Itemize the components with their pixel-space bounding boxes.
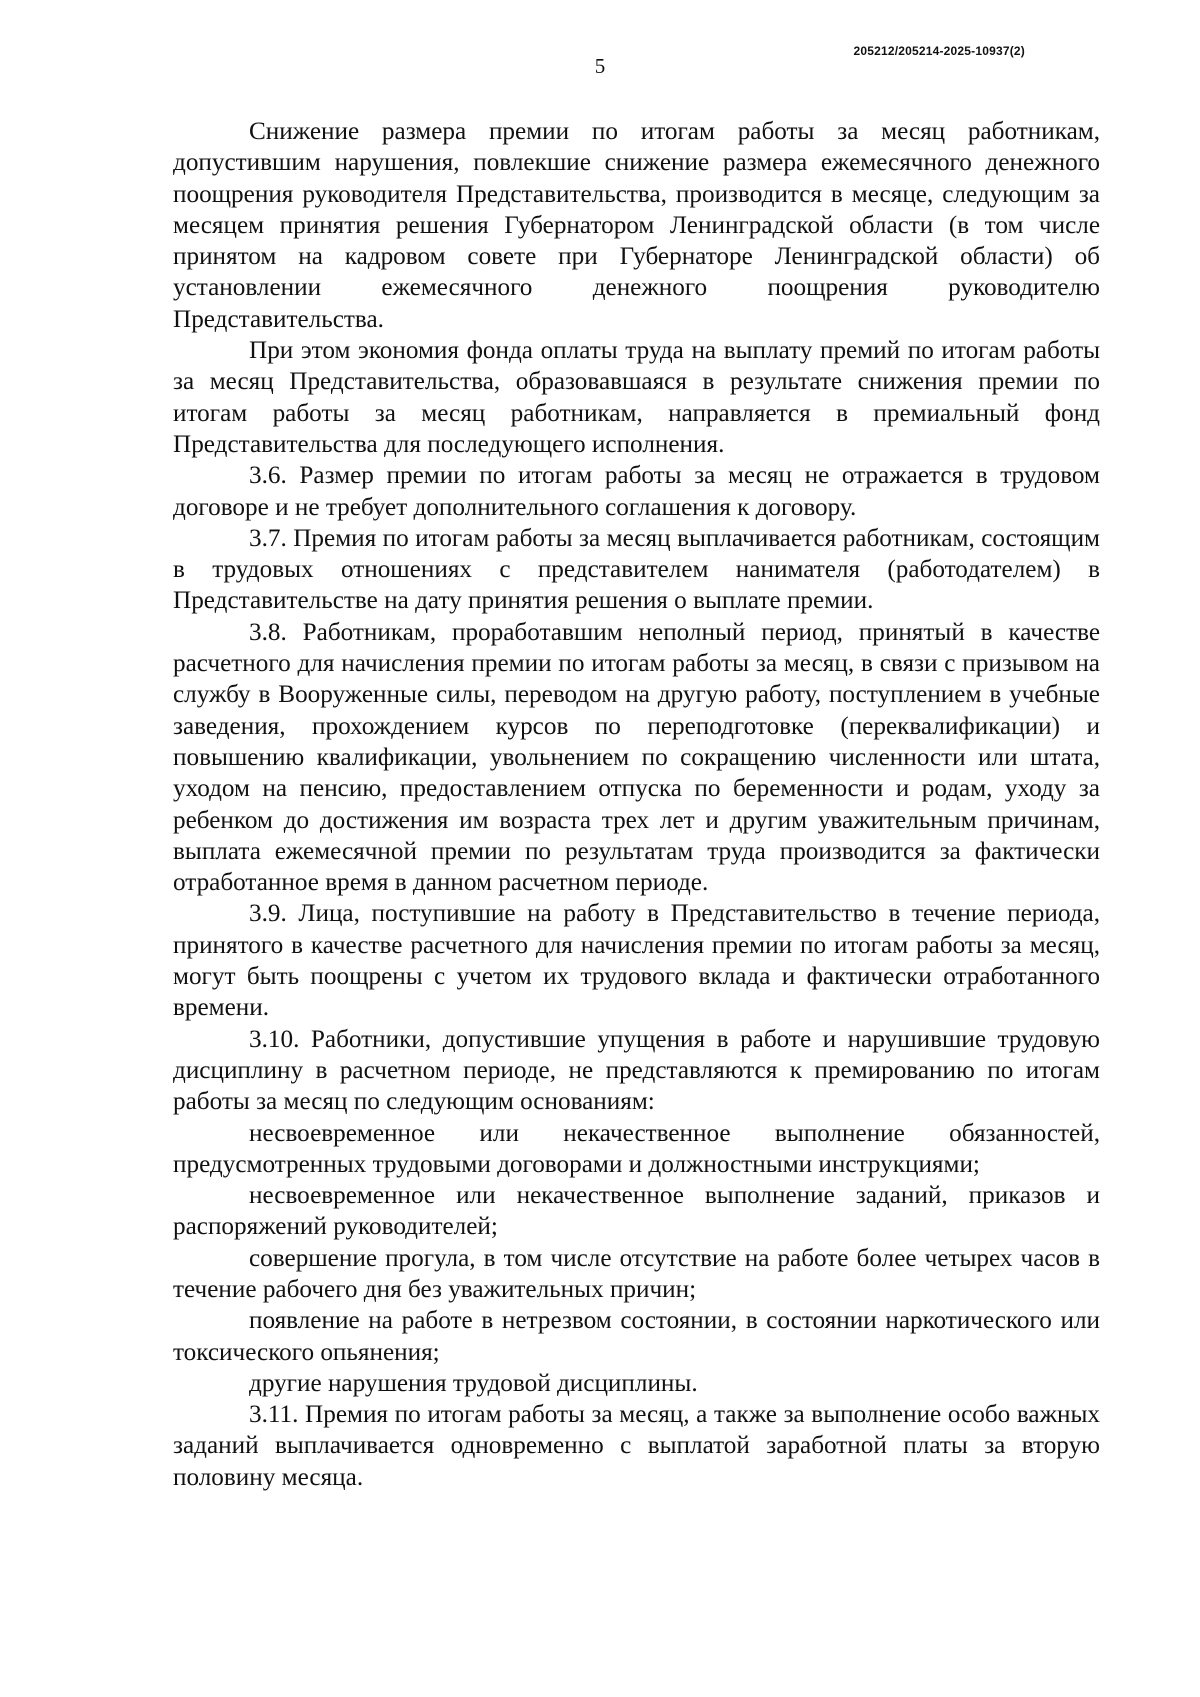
paragraph-fund-savings: При этом экономия фонда оплаты труда на выплату премий по итогам работы за месяц Представительства, образовавшаяся в результате снижения премии по итогам работы за месяц работникам, направляется в премиальный фонд Представительства для последующего исполнения. (173, 337, 1100, 458)
document-body (173, 116, 1100, 1493)
paragraph-3-7: 3.7. Премия по итогам работы за месяц выплачивается работникам, состоящим в трудовых отношениях с представителем нанимателя (работодателем) в Представительстве на дату принятия решения о выплате премии. (173, 524, 1100, 615)
document-reference-number: 205212/205214-2025-10937(2) (853, 44, 1025, 58)
list-item-ground-2: несвоевременное или некачественное выполнение заданий, приказов и распоряжений руководителей; (173, 1182, 1100, 1241)
list-item-ground-3: совершение прогула, в том числе отсутствие на работе более четырех часов в течение рабочего дня без уважительных причин; (173, 1244, 1100, 1303)
list-item-ground-4: появление на работе в нетрезвом состоянии, в состоянии наркотического или токсического опьянения; (173, 1307, 1100, 1366)
list-item-ground-1: несвоевременное или некачественное выполнение обязанностей, предусмотренных трудовыми договорами и должностными инструкциями; (173, 1119, 1100, 1178)
paragraph-3-10: 3.10. Работники, допустившие упущения в работе и нарушившие трудовую дисциплину в расчетном периоде, не представляются к премированию по итогам работы за месяц по следующим основаниям: (173, 1025, 1100, 1116)
paragraph-3-6: 3.6. Размер премии по итогам работы за месяц не отражается в трудовом договоре и не требует дополнительного соглашения к договору. (173, 462, 1100, 521)
list-item-ground-5: другие нарушения трудовой дисциплины. (249, 1369, 698, 1397)
paragraph-bonus-reduction: Снижение размера премии по итогам работы за месяц работникам, допустившим нарушения, повлекшие снижение размера ежемесячного денежного поощрения руководителя Представительства, производится в месяце, следующим за месяцем принятия решения Губернатором Ленинградской области (в том числе принятом на кадровом совете при Губернаторе Ленинградской области) об установлении ежемесячного денежного поощрения руководителю Представительства. (173, 118, 1100, 333)
paragraph-3-9: 3.9. Лица, поступившие на работу в Представительство в течение периода, принятого в качестве расчетного для начисления премии по итогам работы за месяц, могут быть поощрены с учетом их трудового вклада и фактически отработанного времени. (173, 900, 1100, 1022)
paragraph-3-8: 3.8. Работникам, проработавшим неполный период, принятый в качестве расчетного для начисления премии по итогам работы за месяц, в связи с призывом на службу в Вооруженные силы, переводом на другую работу, поступлением в учебные заведения, прохождением курсов по переподготовке (переквалификации) и повышению квалификации, увольнением по сокращению численности или штата, уходом на пенсию, предоставлением отпуска по беременности и родам, уходу за ребенком до достижения им возраста трех лет и другим уважительным причинам, выплата ежемесячной премии по результатам труда производится за фактически отработанное время в данном расчетном периоде. (173, 618, 1100, 897)
page-number: 5 (594, 54, 606, 78)
paragraph-3-11: 3.11. Премия по итогам работы за месяц, а также за выполнение особо важных заданий выплачивается одновременно с выплатой заработной платы за вторую половину месяца. (173, 1401, 1100, 1491)
